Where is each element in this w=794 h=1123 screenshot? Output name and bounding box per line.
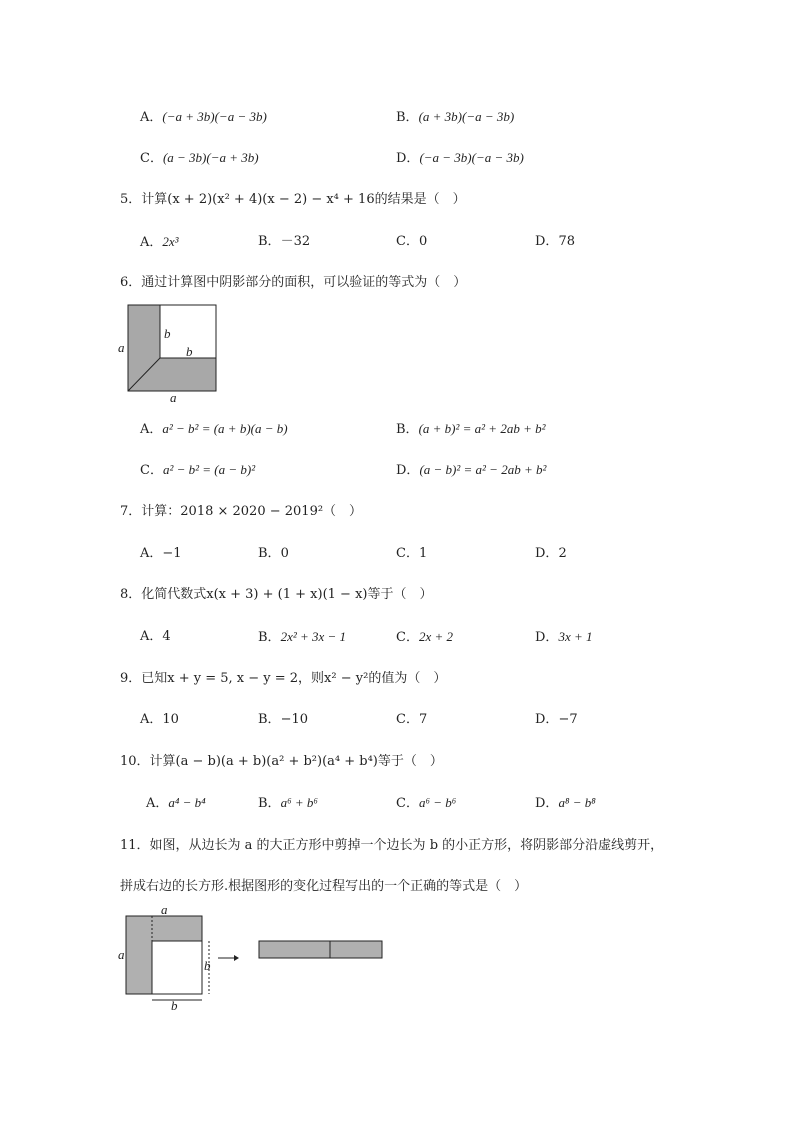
result-rectangle bbox=[259, 941, 382, 958]
option-label: A． bbox=[140, 712, 163, 727]
q4-option-c bbox=[140, 149, 259, 168]
option-expr: －32 bbox=[280, 234, 311, 249]
removed-square bbox=[152, 941, 202, 994]
option-label: A． bbox=[140, 629, 163, 644]
question-8-stem: 8．化简代数式x(x + 3) + (1 + x)(1 − x)等于（ ） bbox=[120, 587, 433, 602]
q6-option-b bbox=[396, 420, 546, 439]
label-a-left: a bbox=[118, 340, 125, 355]
option-label: D． bbox=[396, 151, 420, 166]
label-b-right: b bbox=[204, 958, 211, 973]
option-expr: 3x + 1 bbox=[558, 629, 593, 644]
label-a-left: a bbox=[118, 947, 125, 962]
option-label: C． bbox=[396, 234, 419, 249]
q10-option-a bbox=[146, 794, 206, 813]
option-label: D． bbox=[396, 463, 420, 478]
question-9-stem: 9．已知x + y = 5, x − y = 2，则x² − y²的值为（ ） bbox=[120, 671, 447, 686]
option-label: C． bbox=[140, 151, 163, 166]
q7-option-c bbox=[396, 545, 427, 563]
q4-option-b bbox=[396, 108, 514, 127]
q8-option-b bbox=[258, 628, 346, 647]
q5-option-b bbox=[258, 233, 310, 251]
option-label: C． bbox=[396, 546, 419, 561]
option-label: C． bbox=[396, 630, 419, 645]
q7-option-b bbox=[258, 545, 289, 563]
option-label: D． bbox=[535, 234, 559, 249]
option-expr: (a + b)² = a² + 2ab + b² bbox=[418, 421, 546, 436]
q8-option-a bbox=[140, 628, 171, 646]
question-10-stem: 10．计算(a − b)(a + b)(a² + b²)(a⁴ + b⁴)等于（ ） bbox=[120, 754, 443, 769]
q5-option-a bbox=[140, 233, 179, 252]
option-expr: a² − b² = (a + b)(a − b) bbox=[162, 421, 288, 436]
option-label: D． bbox=[535, 630, 559, 645]
label-b-bottom: b bbox=[171, 998, 178, 1010]
option-expr: 0 bbox=[280, 546, 289, 561]
q7-option-a bbox=[140, 545, 182, 563]
option-label: A． bbox=[140, 422, 163, 437]
option-expr: 4 bbox=[162, 629, 171, 644]
option-expr: 2x + 2 bbox=[418, 629, 453, 644]
q6-option-a bbox=[140, 420, 288, 439]
option-expr: (a − 3b)(−a + 3b) bbox=[162, 150, 259, 165]
option-expr: (a − b)² = a² − 2ab + b² bbox=[419, 462, 547, 477]
option-expr: 7 bbox=[418, 712, 428, 727]
q5-option-c bbox=[396, 233, 427, 251]
option-label: D． bbox=[535, 712, 559, 727]
option-expr: 2x³ bbox=[162, 234, 179, 249]
q9-option-a bbox=[140, 711, 179, 729]
question-5-stem: 5．计算(x + 2)(x² + 4)(x − 2) − x⁴ + 16的结果是（ ） bbox=[120, 192, 466, 207]
question-6-stem: 6．通过计算图中阴影部分的面积，可以验证的等式为（ ） bbox=[120, 275, 467, 290]
option-expr: 10 bbox=[162, 712, 179, 727]
question-7-stem: 7．计算：2018 × 2020 − 2019²（ ） bbox=[120, 504, 363, 519]
option-expr: 2x² + 3x − 1 bbox=[280, 629, 347, 644]
option-expr: (−a + 3b)(−a − 3b) bbox=[162, 109, 267, 124]
q5-option-d bbox=[535, 233, 575, 251]
option-label: B． bbox=[258, 546, 281, 561]
option-label: A． bbox=[140, 235, 163, 250]
option-label: B． bbox=[258, 234, 281, 249]
q9-option-c bbox=[396, 711, 427, 729]
transform-arrowhead bbox=[234, 955, 239, 961]
option-expr: (a + 3b)(−a − 3b) bbox=[418, 109, 515, 124]
q10-option-b bbox=[258, 794, 318, 813]
question-11-stem-line-1: 11．如图，从边长为 a 的大正方形中剪掉一个边长为 b 的小正方形，将阴影部分沿虚线剪开， bbox=[120, 838, 664, 853]
q9-option-d bbox=[535, 711, 578, 729]
option-expr: a⁶ + b⁶ bbox=[280, 795, 318, 810]
q6-figure bbox=[114, 300, 224, 404]
option-expr: −1 bbox=[162, 546, 182, 561]
option-expr: a² − b² = (a − b)² bbox=[162, 462, 256, 477]
option-label: D． bbox=[535, 796, 559, 811]
option-label: A． bbox=[140, 110, 163, 125]
option-label: C． bbox=[140, 463, 163, 478]
option-label: A． bbox=[146, 796, 169, 811]
label-b-vertical: b bbox=[164, 326, 171, 341]
q4-option-a bbox=[140, 108, 267, 127]
option-label: B． bbox=[396, 422, 419, 437]
q11-figure bbox=[114, 904, 394, 1010]
question-11-stem-line-2: 拼成右边的长方形.根据图形的变化过程写出的一个正确的等式是（ ） bbox=[120, 879, 528, 894]
label-b-horizontal: b bbox=[186, 344, 193, 359]
option-expr: a⁸ − b⁸ bbox=[558, 795, 596, 810]
option-label: B． bbox=[396, 110, 419, 125]
q6-option-c bbox=[140, 461, 255, 480]
q8-option-c bbox=[396, 628, 453, 647]
option-expr: −7 bbox=[558, 712, 578, 727]
label-a-top: a bbox=[161, 904, 168, 917]
option-expr: a⁴ − b⁴ bbox=[168, 795, 206, 810]
option-label: D． bbox=[535, 546, 559, 561]
option-expr: 2 bbox=[558, 546, 567, 561]
option-label: A． bbox=[140, 546, 163, 561]
option-expr: 1 bbox=[418, 546, 428, 561]
option-label: C． bbox=[396, 712, 419, 727]
option-expr: −10 bbox=[280, 712, 308, 727]
option-expr: 0 bbox=[418, 234, 428, 249]
option-expr: a⁶ − b⁶ bbox=[418, 795, 457, 810]
option-expr: 78 bbox=[558, 234, 575, 249]
option-label: C． bbox=[396, 796, 419, 811]
option-label: B． bbox=[258, 630, 281, 645]
q6-option-d bbox=[396, 461, 546, 480]
q10-option-d bbox=[535, 794, 596, 813]
option-expr: (−a − 3b)(−a − 3b) bbox=[419, 150, 524, 165]
q10-option-c bbox=[396, 794, 456, 813]
q9-option-b bbox=[258, 711, 308, 729]
option-label: B． bbox=[258, 796, 281, 811]
option-label: B． bbox=[258, 712, 281, 727]
q7-option-d bbox=[535, 545, 567, 563]
q8-option-d bbox=[535, 628, 592, 647]
q4-option-d bbox=[396, 149, 524, 168]
label-a-bottom: a bbox=[170, 390, 177, 404]
